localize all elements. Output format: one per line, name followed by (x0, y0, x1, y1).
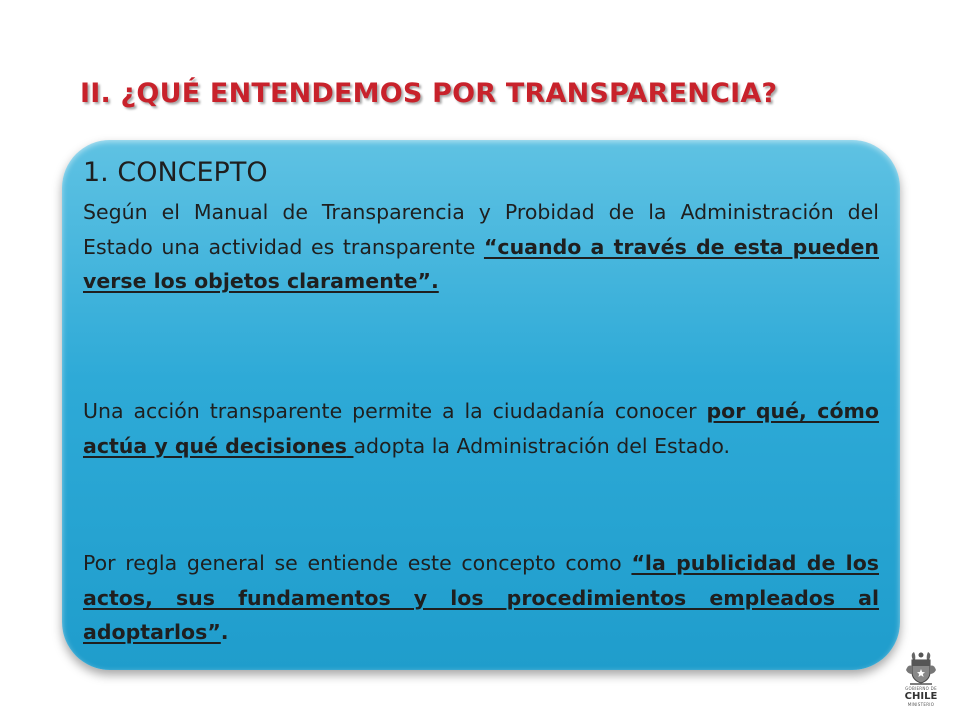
logo-line-chile: CHILE (904, 691, 938, 702)
paragraph-rule-quote: “la publicidad de los actos, sus fundamentos y los procedimientos empleados al adoptarlos” (83, 551, 879, 644)
paragraph-action-start: Una acción transparente permite a la ciudadanía conocer (83, 399, 707, 423)
paragraph-manual-definition (83, 195, 879, 299)
government-logo (896, 650, 946, 712)
logo-line-ministerio: MINISTERIO (907, 702, 935, 707)
logo-line-gobierno: GOBIERNO DE (905, 686, 937, 691)
slide-title: II. ¿QUÉ ENTENDEMOS POR TRANSPARENCIA? (80, 78, 778, 109)
paragraph-transparent-action (83, 394, 879, 463)
paragraph-rule-start: Por regla general se entiende este concepto como (83, 551, 632, 575)
paragraph-general-rule (83, 546, 879, 650)
coat-of-arms-icon (904, 650, 938, 686)
section-heading: 1. CONCEPTO (83, 157, 268, 188)
paragraph-rule-end: . (220, 620, 229, 644)
paragraph-manual-intro: Según el Manual de Transparencia y Probidad de la Administración del Estado una actividad es transparente (83, 200, 879, 259)
paragraph-action-emphasis: por qué, cómo actúa y qué decisiones (83, 399, 879, 458)
paragraph-manual-quote: “cuando a través de esta pueden verse los objetos claramente”. (83, 234, 879, 293)
paragraph-action-end: adopta la Administración del Estado. (353, 433, 731, 458)
